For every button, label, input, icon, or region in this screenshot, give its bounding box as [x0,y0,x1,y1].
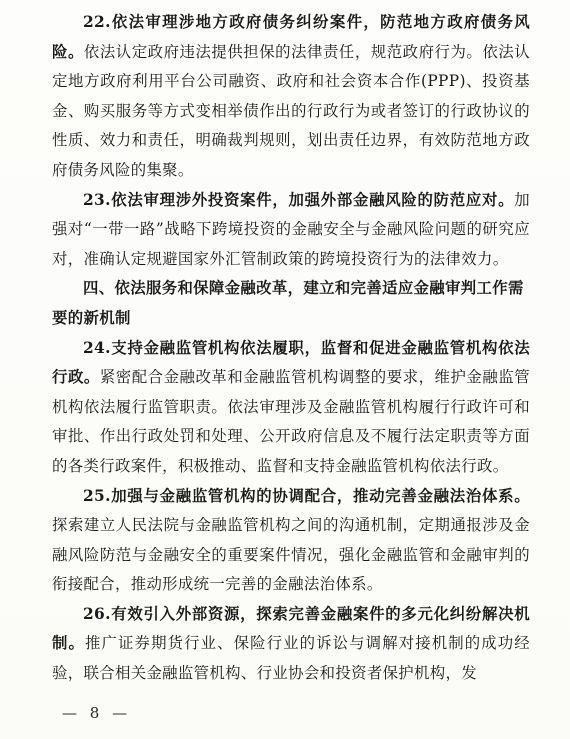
paragraph-26-body: 推广证券期货行业、保险行业的诉讼与调解对接机制的成功经验，联合相关金融监管机构、行业协会和投资者保护机构，发 [52,634,531,683]
paragraph-24 [52,334,530,482]
paragraph-22-lead: 22.依法审理涉地方政府债务纠纷案件，防范地方政府债务风险。 [52,13,530,61]
paragraph-22 [52,8,530,186]
paragraph-25-lead: 25.加强与金融监管机构的协调配合，推动完善金融法治体系。 [83,486,530,505]
paragraph-24-lead: 24.支持金融监管机构依法履职，监督和促进金融监管机构依法行政。 [52,338,530,387]
paragraph-23-body: 加强对“一带一路”战略下跨境投资的金融安全与金融风险问题的研究应对，准确认定规避国家外汇管制政策的跨境投资行为的法律效力。 [52,190,530,268]
page-number: — 8 — [62,704,132,722]
paragraph-26-lead: 26.有效引入外部资源，探索完善金融案件的多元化纠纷解决机制。 [52,604,530,653]
section-heading-4: 四、依法服务和保障金融改革，建立和完善适应金融审判工作需要的新机制 [52,279,524,327]
document-body [52,8,530,689]
paragraph-22-body: 依法认定政府违法提供担保的法律责任，规范政府行为。依法认定地方政府利用平台公司融资、政府和社会资本合作(PPP)、投资基金、购买服务等方式变相举债作出的行政行为或者签订的行政协议的性质、效力和责任，明确裁判规则，划出责任边界，有效防范地方政府债务风险的集聚。 [52,42,530,179]
paragraph-25-body: 探索建立人民法院与金融监管机构之间的沟通机制，定期通报涉及金融风险防范与金融安全的重要案件情况，强化金融监管和金融审判的衔接配合，推动形成统一完善的金融法治体系。 [52,516,530,594]
paragraph-24-body: 紧密配合金融改革和金融监管机构调整的要求，维护金融监管机构依法履行监管职责。依法审理涉及金融监管机构履行行政许可和审批、作出行政处罚和处理、公开政府信息及不履行法定职责等方面的各类行政案件，积极推动、监督和支持金融监管机构依法行政。 [52,368,530,475]
paragraph-23-lead: 23.依法审理涉外投资案件，加强外部金融风险的防范应对。 [83,190,515,209]
paragraph-23 [52,186,530,275]
paragraph-25 [52,482,530,600]
paragraph-26 [52,600,530,689]
